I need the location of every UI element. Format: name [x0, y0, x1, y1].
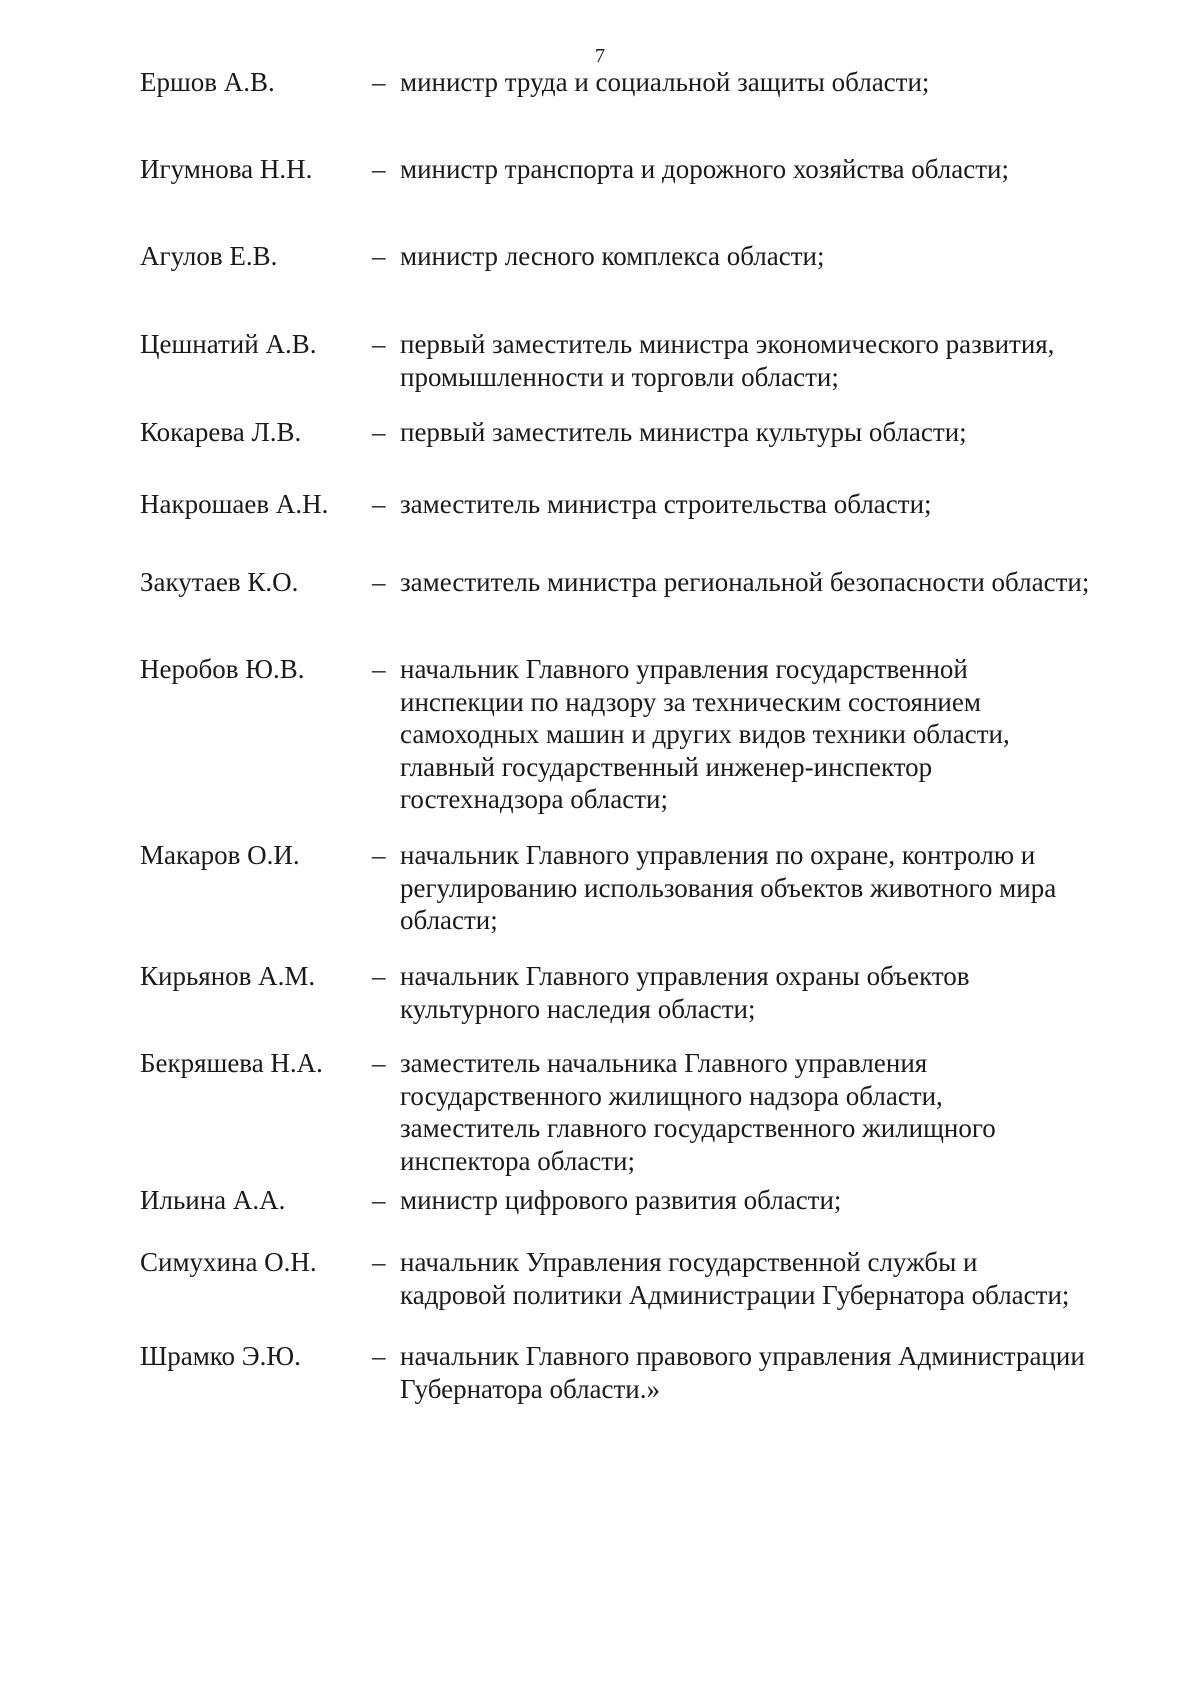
position-description	[400, 1184, 1150, 1217]
person-name: Накрошаев А.Н.	[140, 489, 329, 519]
description-line: министр цифрового развития области;	[400, 1185, 842, 1215]
page-number: 7	[595, 45, 605, 67]
dash: –	[372, 329, 386, 359]
description-line: Губернатора области.»	[400, 1373, 661, 1404]
dash: –	[372, 154, 386, 184]
description-line: начальник Главного управления охраны объектов	[400, 961, 970, 991]
position-description	[400, 328, 1150, 393]
person-name: Ершов А.В.	[140, 67, 275, 97]
description-line: инспекции по надзору за техническим состоянием	[400, 686, 981, 717]
position-description	[400, 66, 1150, 99]
person-name: Кирьянов А.М.	[140, 961, 316, 991]
position-description	[400, 1340, 1150, 1405]
description-line: начальник Управления государственной службы и	[400, 1247, 978, 1277]
description-line: первый заместитель министра культуры области;	[400, 417, 967, 447]
position-description	[400, 960, 1150, 1025]
description-line: главный государственный инженер-инспектор	[400, 751, 933, 782]
description-line: кадровой политики Администрации Губернатора области;	[400, 1279, 1070, 1310]
description-line: заместитель начальника Главного управления	[400, 1048, 928, 1078]
person-name: Неробов Ю.В.	[140, 654, 305, 684]
description-line: гостехнадзора области;	[400, 784, 668, 814]
description-line: заместитель главного государственного жилищного	[400, 1113, 996, 1143]
dash: –	[372, 489, 386, 519]
position-description	[400, 153, 1150, 186]
dash: –	[372, 417, 386, 447]
description-line: культурного наследия области;	[400, 993, 756, 1024]
description-line: министр лесного комплекса области;	[400, 241, 825, 271]
description-line: области;	[400, 905, 498, 935]
dash: –	[372, 567, 386, 597]
dash: –	[372, 1185, 386, 1215]
dash: –	[372, 961, 386, 991]
description-line: министр труда и социальной защиты области;	[400, 67, 930, 97]
position-description	[400, 1246, 1150, 1311]
description-line: заместитель министра строительства области;	[400, 489, 932, 519]
position-description	[400, 653, 1150, 816]
person-name: Шрамко Э.Ю.	[140, 1341, 301, 1371]
description-line: начальник Главного правового управления Администрации	[400, 1341, 1085, 1371]
person-name: Игумнова Н.Н.	[140, 154, 313, 184]
dash: –	[372, 654, 386, 684]
dash: –	[372, 241, 386, 271]
position-description	[400, 566, 1150, 599]
person-name: Кокарева Л.В.	[140, 417, 302, 447]
description-line: министр транспорта и дорожного хозяйства области;	[400, 154, 1009, 184]
description-line: регулированию использования объектов животного мира	[400, 872, 1057, 903]
dash: –	[372, 840, 386, 870]
position-description	[400, 839, 1150, 937]
person-name: Макаров О.И.	[140, 840, 300, 870]
person-name: Цешнатий А.В.	[140, 329, 317, 359]
description-line: инспектора области;	[400, 1145, 636, 1176]
dash: –	[372, 1247, 386, 1277]
dash: –	[372, 1341, 386, 1371]
position-description	[400, 488, 1150, 521]
description-line: заместитель министра региональной безопасности области;	[400, 567, 1090, 597]
description-line: самоходных машин и других видов техники области,	[400, 719, 1010, 749]
description-line: промышленности и торговли области;	[400, 361, 839, 392]
person-name: Закутаев К.О.	[140, 567, 299, 597]
person-name: Бекряшева Н.А.	[140, 1048, 323, 1078]
description-line: первый заместитель министра экономического развития,	[400, 329, 1055, 359]
position-description	[400, 1047, 1150, 1177]
position-description	[400, 240, 1150, 273]
description-line: начальник Главного управления по охране, контролю и	[400, 840, 1036, 870]
person-name: Агулов Е.В.	[140, 241, 278, 271]
position-description	[400, 416, 1150, 449]
person-name: Симухина О.Н.	[140, 1247, 317, 1277]
person-name: Ильина А.А.	[140, 1185, 286, 1215]
dash: –	[372, 67, 386, 97]
dash: –	[372, 1048, 386, 1078]
description-line: начальник Главного управления государственной	[400, 654, 968, 684]
description-line: государственного жилищного надзора области,	[400, 1080, 943, 1111]
